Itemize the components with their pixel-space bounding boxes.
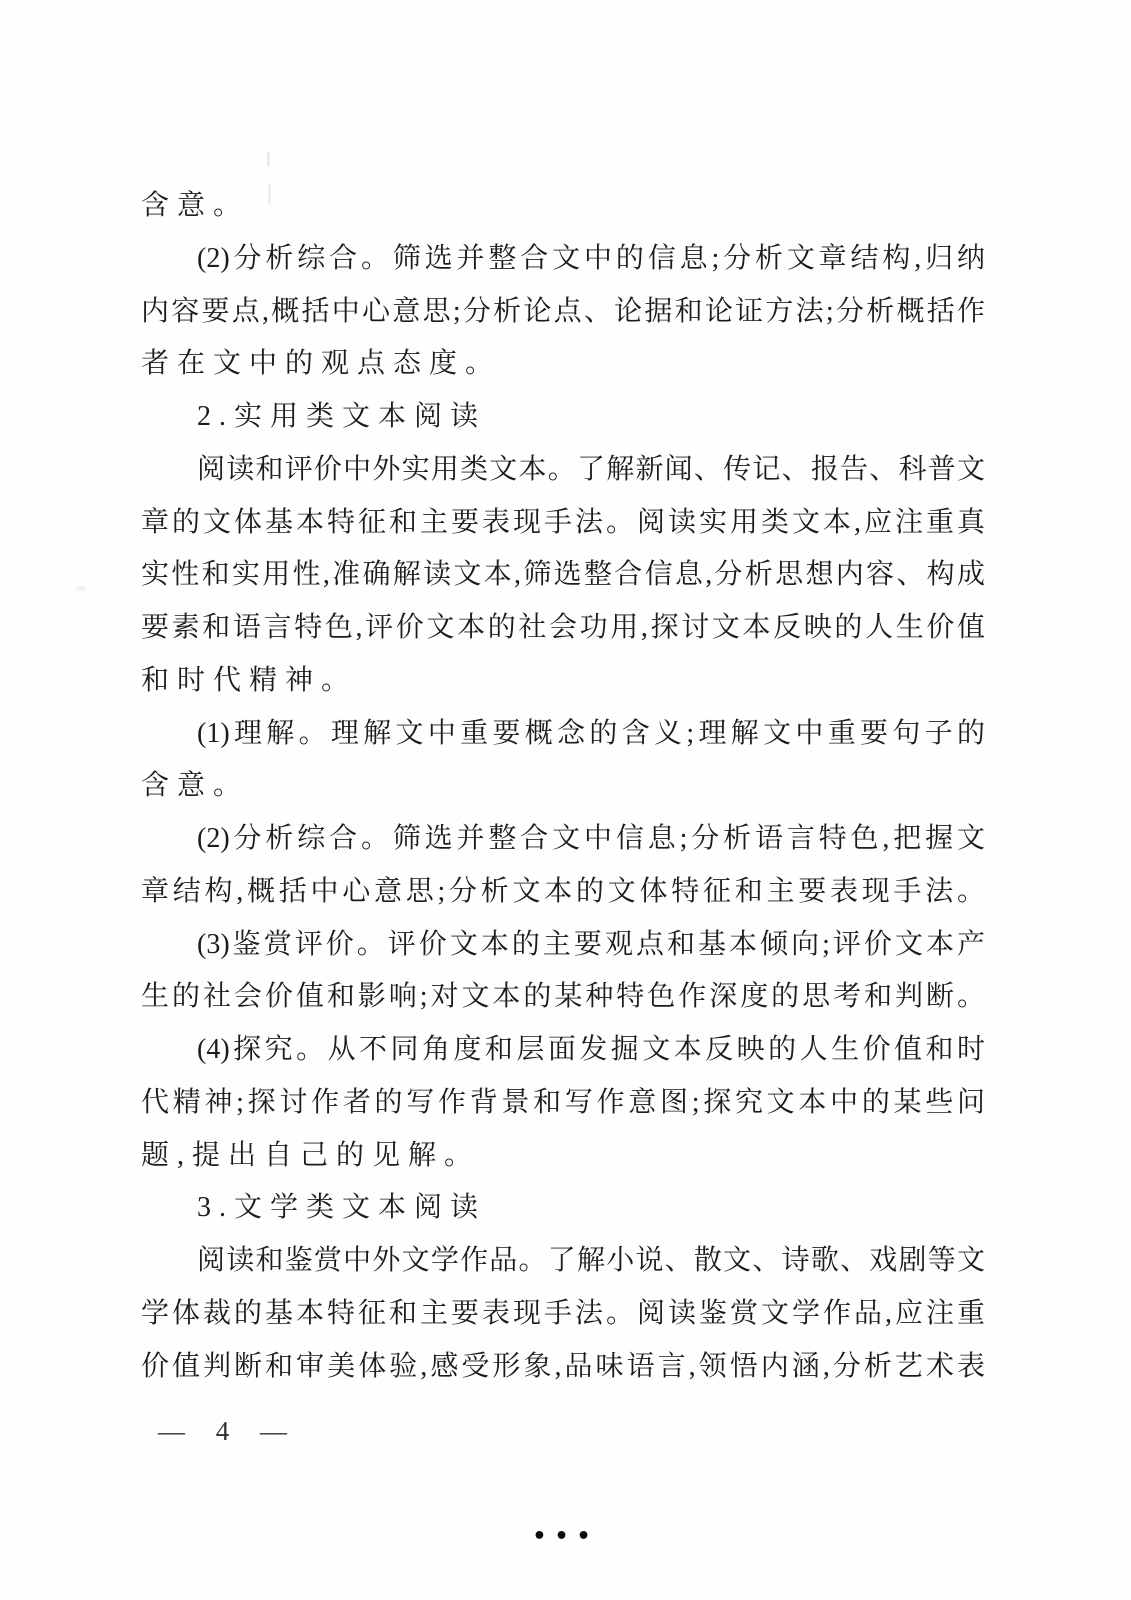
text-line: (3)鉴赏评价。评价文本的主要观点和基本倾向;评价文本产: [197, 928, 985, 960]
text-line: 阅读和评价中外实用类文本。了解新闻、传记、报告、科普文: [197, 453, 985, 485]
text-line: 代精神;探讨作者的写作背景和写作意图;探究文本中的某些问: [141, 1086, 985, 1118]
text-line: 章结构,概括中心意思;分析文本的文体特征和主要表现手法。: [141, 875, 985, 907]
text-line: (2)分析综合。筛选并整合文中信息;分析语言特色,把握文: [197, 823, 985, 854]
text-line: (1)理解。理解文中重要概念的含义;理解文中重要句子的: [197, 717, 985, 749]
text-line: (4)探究。从不同角度和层面发掘文本反映的人生价值和时: [197, 1034, 985, 1065]
document-body: [141, 180, 985, 1393]
text-line: 实性和实用性,准确解读文本,筛选整合信息,分析思想内容、构成: [141, 559, 985, 591]
scan-artifact: [76, 586, 86, 591]
text-line: 题,提出自己的见解。: [141, 1139, 481, 1171]
text-line: 含意。: [141, 190, 250, 221]
text-line: (2)分析综合。筛选并整合文中的信息;分析文章结构,归纳: [197, 242, 985, 274]
text-line: 章的文体基本特征和主要表现手法。阅读实用类文本,应注重真: [141, 506, 985, 538]
text-line: 价值判断和审美体验,感受形象,品味语言,领悟内涵,分析艺术表: [141, 1350, 985, 1382]
text-line: 含意。: [141, 770, 250, 802]
page-loading-dots-icon: •••: [532, 1524, 599, 1549]
scan-artifact: [267, 152, 270, 166]
text-line: 内容要点,概括中心意思;分析论点、论据和论证方法;分析概括作: [141, 295, 985, 327]
text-line: 生的社会价值和影响;对文本的某种特色作深度的思考和判断。: [141, 981, 985, 1013]
text-line: 阅读和鉴赏中外文学作品。了解小说、散文、诗歌、戏剧等文: [197, 1245, 985, 1276]
text-line: 2.实用类文本阅读: [197, 401, 487, 432]
page-number: — 4 —: [158, 1416, 292, 1446]
text-line: 3.文学类文本阅读: [197, 1192, 487, 1224]
text-line: 要素和语言特色,评价文本的社会功用,探讨文本反映的人生价值: [141, 612, 985, 643]
text-line: 和时代精神。: [141, 664, 358, 696]
text-line: 学体裁的基本特征和主要表现手法。阅读鉴赏文学作品,应注重: [141, 1297, 985, 1329]
text-line: 者在文中的观点态度。: [141, 348, 502, 380]
